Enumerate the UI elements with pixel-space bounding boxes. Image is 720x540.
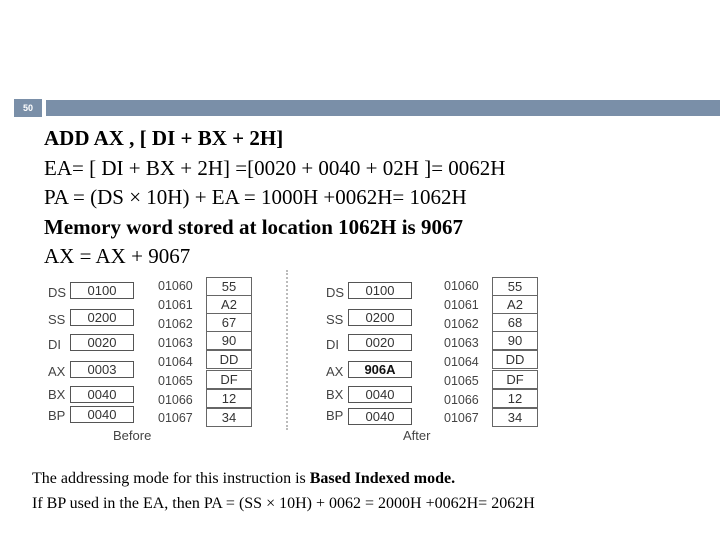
reg-value: 0020 <box>70 334 134 351</box>
mem-address: 01060 <box>158 279 193 293</box>
slide-number: 50 <box>14 99 42 117</box>
mem-address: 01061 <box>158 298 193 312</box>
mem-value: 90 <box>206 331 252 350</box>
mem-address: 01067 <box>158 411 193 425</box>
reg-label: DI <box>48 337 61 352</box>
mem-address: 01063 <box>444 336 479 350</box>
after-caption: After <box>403 428 431 443</box>
reg-value: 0040 <box>348 386 412 403</box>
mem-address: 01062 <box>158 317 193 331</box>
mem-address: 01065 <box>158 374 193 388</box>
mem-value: 34 <box>206 408 252 427</box>
mem-value: 68 <box>492 313 538 332</box>
memory-word-line: Memory word stored at location 1062H is 9067 <box>44 214 463 239</box>
reg-value: 0003 <box>70 361 134 378</box>
mem-value: 55 <box>206 277 252 296</box>
reg-value: 0040 <box>70 386 134 403</box>
reg-value: 0040 <box>70 406 134 423</box>
reg-label: SS <box>48 312 66 327</box>
reg-label: DI <box>326 337 339 352</box>
mem-value: DD <box>492 350 538 369</box>
result-line: AX = AX + 9067 <box>44 244 191 268</box>
mem-address: 01065 <box>444 374 479 388</box>
reg-label: BX <box>326 387 344 402</box>
before-caption: Before <box>113 428 152 443</box>
mem-address: 01061 <box>444 298 479 312</box>
reg-value: 0100 <box>348 282 412 299</box>
mem-address: 01066 <box>444 393 479 407</box>
reg-value: 0200 <box>348 309 412 326</box>
reg-label: BP <box>326 408 344 423</box>
reg-value: 0200 <box>70 309 134 326</box>
mem-address: 01064 <box>444 355 479 369</box>
header-bar <box>46 100 720 116</box>
instruction-text <box>44 124 505 272</box>
footer-text <box>32 466 535 516</box>
reg-label: AX <box>48 364 66 379</box>
reg-value-updated: 906A <box>348 361 412 378</box>
mem-value: 67 <box>206 313 252 332</box>
mem-value: 55 <box>492 277 538 296</box>
mem-value: 12 <box>206 389 252 408</box>
mem-value: DD <box>206 350 252 369</box>
mem-address: 01062 <box>444 317 479 331</box>
mem-value: 90 <box>492 331 538 350</box>
addressing-mode-name: Based Indexed mode. <box>309 470 456 487</box>
reg-label: AX <box>326 364 344 379</box>
pa-line: PA = (DS × 10H) + EA = 1000H +0062H= 1062H <box>44 185 467 209</box>
reg-value: 0020 <box>348 334 412 351</box>
bp-note-line: If BP used in the EA, then PA = (SS × 10H) + 0062 = 2000H +0062H= 2062H <box>32 495 535 512</box>
mem-value: 34 <box>492 408 538 427</box>
reg-value: 0040 <box>348 408 412 425</box>
mem-value: DF <box>492 370 538 389</box>
reg-label: SS <box>326 312 344 327</box>
reg-label: BP <box>48 408 66 423</box>
reg-label: BX <box>48 387 66 402</box>
panel-divider <box>286 270 288 430</box>
mem-address: 01064 <box>158 355 193 369</box>
mem-value: 12 <box>492 389 538 408</box>
mem-value: A2 <box>492 295 538 314</box>
mem-address: 01067 <box>444 411 479 425</box>
mem-address: 01060 <box>444 279 479 293</box>
addressing-mode-prefix: The addressing mode for this instruction is <box>32 470 310 487</box>
addressing-mode-line <box>32 466 535 491</box>
mem-address: 01063 <box>158 336 193 350</box>
reg-label: DS <box>48 285 67 300</box>
mem-value: A2 <box>206 295 252 314</box>
instruction-line: ADD AX , [ DI + BX + 2H] <box>44 126 284 150</box>
ea-line: EA= [ DI + BX + 2H] =[0020 + 0040 + 02H ]= 0062H <box>44 155 506 180</box>
mem-value: DF <box>206 370 252 389</box>
reg-value: 0100 <box>70 282 134 299</box>
mem-address: 01066 <box>158 393 193 407</box>
reg-label: DS <box>326 285 345 300</box>
